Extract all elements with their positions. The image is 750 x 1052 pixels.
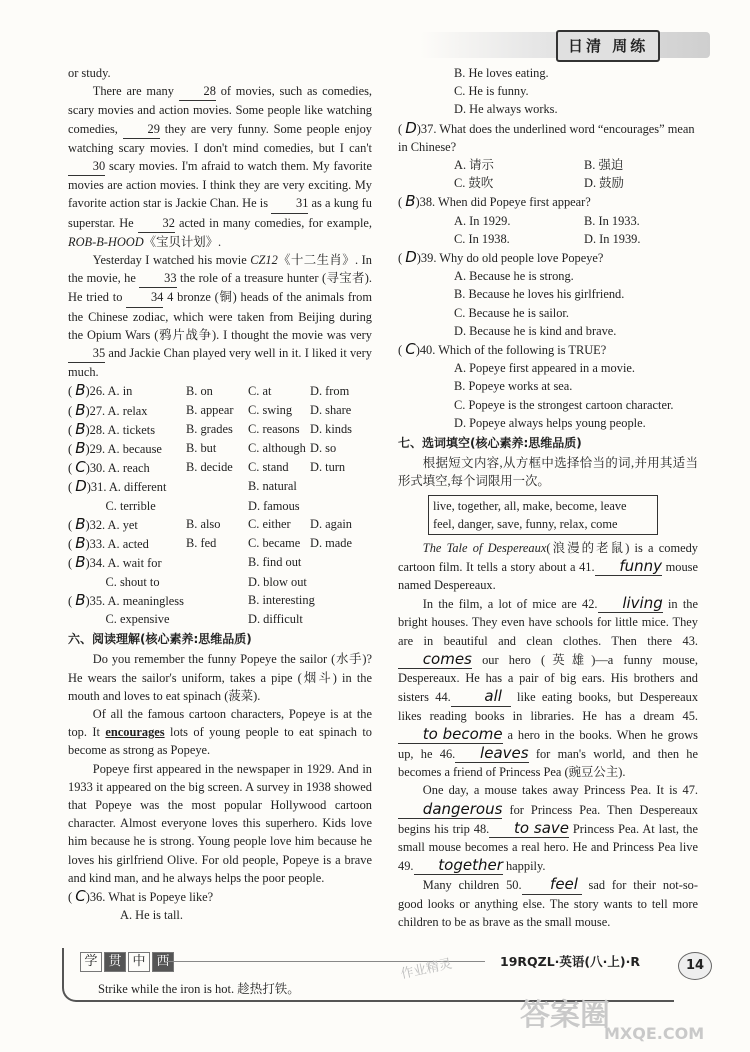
q36-option-c: C. He is funny. (454, 84, 529, 99)
answer-47: dangerous (398, 800, 502, 819)
cloze-paragraph-2: Yesterday I watched his movie CZ12《十二生肖》. In the movie, he 33 the role of a treasure hunter (寻宝者). He tried to 34 4 bronze (铜) heads of the animals from the Chinese zodiac, which were taken from Beijing during the Opium Wars (鸦片战争). I thought the movie was very 35 and Jackie Chan played very well in it. I liked it very much. (68, 253, 372, 380)
reading-paragraph-2: Of all the famous cartoon characters, Popeye is at the top. It encourages lots of young people to eat spinach to become as strong as Popeye. (68, 706, 372, 758)
q39-option-b: B. Because he loves his girlfriend. (454, 287, 625, 302)
answer-46: leaves (455, 744, 528, 763)
answer-49: together (414, 856, 503, 875)
cloze-question-32: ( B)32. A. yet B. also C. either D. again (68, 514, 352, 533)
q39-option-c: C. Because he is sailor. (454, 305, 569, 320)
cloze-question-31-cd: C. terrible D. famous (105, 498, 300, 513)
blank-32: 32 (138, 214, 175, 233)
footer-tabs (80, 952, 176, 972)
passage-paragraph-1: The Tale of Despereaux(浪漫的老鼠) is a comedy cartoon film. It tells a story about a 41. funny mouse named Despereaux. (398, 540, 698, 593)
watermark-url: MXQE.COM (604, 1024, 705, 1043)
section-7-heading: 七、选词填空(核心素养:思维品质) (398, 436, 582, 451)
cloze-question-33: ( B)33. A. acted B. fed C. became D. made (68, 534, 352, 553)
reading-question-40: ( C)40. Which of the following is TRUE? (398, 340, 607, 359)
cloze-intro-end: or study. (68, 66, 111, 80)
reading-paragraph-1: Do you remember the funny Popeye the sailor (水手)? He wears the sailor's uniform, takes a pipe (烟斗) in the mouth and loves to eat spinach (菠菜). (68, 652, 372, 703)
q40-option-b: B. Popeye works at sea. (454, 379, 573, 394)
q37-options-cd: C. 鼓吹 D. 鼓励 (454, 176, 624, 191)
answer-45: to become (398, 725, 503, 744)
q39-option-a: A. Because he is strong. (454, 269, 574, 284)
cloze-question-28: ( B)28. A. tickets B. grades C. reasons D. kinds (68, 419, 352, 438)
footer-tab-2: 贯 (104, 952, 126, 972)
watermark-small: 作业精灵 (399, 956, 454, 983)
watermark-logo: 答案圈 (520, 998, 610, 1033)
answer-50: feel (522, 875, 582, 894)
q36-option-a: A. He is tall. (120, 908, 183, 923)
cloze-question-34: ( B)34. A. wait for B. find out (68, 553, 302, 572)
passage-paragraph-4: Many children 50. feel sad for their not-so-good looks or anything else. The story wants to tell more children to be as brave as the small mouse. (398, 875, 698, 929)
answer-41: funny (595, 557, 662, 576)
q40-option-a: A. Popeye first appeared in a movie. (454, 361, 635, 376)
reading-question-38: ( B)38. When did Popeye first appear? (398, 192, 591, 211)
cloze-question-35: ( B)35. A. meaningless B. interesting (68, 590, 315, 609)
footer-tab-3: 中 (128, 952, 150, 972)
answer-44: all (451, 687, 511, 706)
reading-paragraph-3: Popeye first appeared in the newspaper in 1929. And in 1933 it appeared on the big screen. A survey in 1938 showed that Popeye was the most popular Hollywood cartoon character. Almost everyone loves this superhero. Kids love him because he is strong. Young people love him because he loves his girlfriend Olive. For old people, Popeye is a brave and kind man, and he always helps the poor people. (68, 761, 372, 885)
proverb: Strike while the iron is hot. 趁热打铁。 (98, 982, 300, 996)
blank-35: 35 (68, 344, 105, 363)
footer-tab-4: 西 (152, 952, 174, 972)
blank-34: 34 (126, 288, 163, 307)
q26-options: B. on C. at D. from (186, 384, 350, 399)
right-column (398, 64, 698, 931)
reading-question-36: ( C)36. What is Popeye like? (68, 886, 214, 905)
q36-option-b: B. He loves eating. (454, 66, 549, 80)
q37-options-ab: A. 请示 B. 强迫 (454, 158, 624, 173)
answer-48: to save (489, 819, 569, 838)
q38-options-cd: C. In 1938. D. In 1939. (454, 231, 641, 246)
left-column (68, 64, 372, 924)
underlined-word: encourages (105, 725, 165, 740)
section-7-instructions: 根据短文内容,从方框中选择恰当的词,并用其适当形式填空,每个词限用一次。 (398, 456, 698, 489)
footer-tab-1: 学 (80, 952, 102, 972)
blank-28: 28 (179, 82, 216, 101)
book-code: 19RQZL·英语(八·上)·R (500, 954, 640, 969)
cloze-question-30: ( C)30. A. reach B. decide C. stand D. turn (68, 458, 346, 477)
cloze-paragraph-1: There are many 28 of movies, such as comedies, scary movies and action movies. Some people like watching comedies, 29 they are very funny. Some people enjoy watching scary movies. I don't mind comedies, but I can't 30 scary movies. I'm afraid to watch them. My favorite movies are action movies. I think they are very exciting. My favorite action star is Jackie Chan. He is 31 as a kung fu superstar. He 32 acted in many comedies, for example, ROB-B-HOOD《宝贝计划》. (68, 84, 372, 249)
header-tag: 日清 周练 (556, 30, 660, 62)
blank-31: 31 (271, 194, 308, 213)
cloze-question-27: ( B)27. A. relax B. appear C. swing D. share (68, 400, 352, 419)
page-number: 14 (678, 952, 712, 980)
answer-43: comes (398, 650, 472, 669)
q36-option-d: D. He always works. (454, 102, 558, 117)
blank-29: 29 (123, 120, 160, 139)
cloze-options (68, 382, 372, 400)
reading-question-37: ( D)37. What does the underlined word “encourages” mean in Chinese? (398, 118, 695, 154)
passage-paragraph-2: In the film, a lot of mice are 42. living in the bright houses. They even have schools for little mice. They are in beautiful and clean clothes. Then there 43.comes our hero (英雄)—a funny mouse, Despereaux. He has a pair of big ears. His brothers and sisters 44. all like eating books, but Despereaux likes reading books in libraries. He has a dream 45.to become a hero in the books. When he grows up, he 46. leaves for man's world, and then he becomes a friend of Princess Pea (豌豆公主). (398, 594, 699, 780)
answer-42: living (598, 594, 663, 613)
section-6-heading: 六、阅读理解(核心素养:思维品质) (68, 632, 252, 647)
word-bank-box (428, 495, 658, 535)
reading-question-39: ( D)39. Why do old people love Popeye? (398, 248, 604, 267)
word-bank-line-2: feel, danger, save, funny, relax, come (433, 516, 618, 531)
cloze-question-29: ( B)29. A. because B. but C. although D. so (68, 439, 337, 458)
q38-options-ab: A. In 1929. B. In 1933. (454, 213, 640, 228)
cloze-question-31: ( D)31. A. different B. natural (68, 477, 297, 496)
blank-33: 33 (139, 269, 176, 288)
word-bank-line-1: live, together, all, make, become, leave (433, 498, 627, 513)
passage-paragraph-3: One day, a mouse takes away Princess Pea. It is 47.dangerous for Princess Pea. Then Despereaux begins his trip 48. to save Princess Pea. At last, the small mouse becomes a real hero. He and Princess Pea live 49. together happily. (398, 783, 698, 875)
q40-option-d: D. Popeye always helps young people. (454, 415, 646, 430)
cloze-question-26: ( B)26. A. in (68, 381, 133, 400)
blank-30: 30 (68, 157, 105, 176)
cloze-question-35-cd: C. expensive D. difficult (105, 611, 303, 626)
cloze-question-34-cd: C. shout to D. blow out (105, 574, 307, 589)
q39-option-d: D. Because he is kind and brave. (454, 323, 617, 338)
q40-option-c: C. Popeye is the strongest cartoon character. (454, 397, 674, 412)
